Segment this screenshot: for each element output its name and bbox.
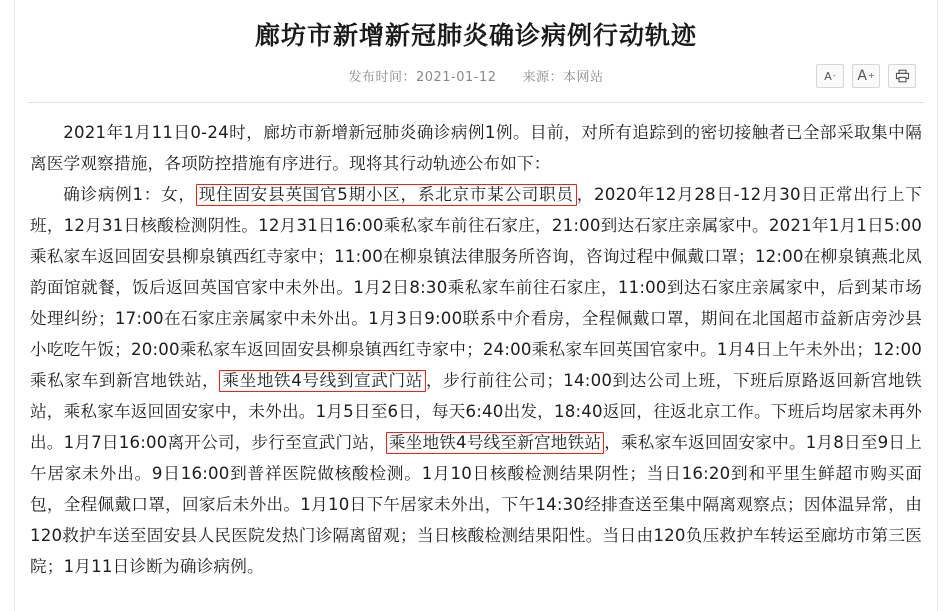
case-text-3: ，步行前往公司；14:00到达公司上班，下班后原路返回新宫地铁站，乘私家车返回固安家中，未外出。1月5日至6日，每天6:40出发，18:40返回，往返北京工作。下班后均居家未再外出。1月7日16:00离开公司，步行至宣武门站， <box>30 371 922 452</box>
decrease-font-button[interactable] <box>816 64 844 88</box>
paragraph-summary: 2021年1月11日0-24时，廊坊市新增新冠肺炎确诊病例1例。目前，对所有追踪到的密切接触者已全部采取集中隔离医学观察措施，各项防控措施有序进行。现将其行动轨迹公布如下： <box>30 123 922 173</box>
highlight-subway-line4-to-xingong: 乘坐地铁4号线至新宫地铁站 <box>386 432 604 454</box>
highlight-subway-line4-to-xuanwumen: 乘坐地铁4号线到宣武门站 <box>219 370 426 392</box>
case-intro-text: 确诊病例1：女， <box>63 185 196 204</box>
publish-time-value: 2021-01-12 <box>415 70 497 85</box>
paragraph-case-detail <box>30 179 922 582</box>
meta-info <box>0 58 952 98</box>
increase-font-button[interactable] <box>852 64 880 88</box>
print-icon[interactable] <box>888 64 916 88</box>
toolbar <box>816 64 916 88</box>
case-text-2: ，2020年12月28日-12月30日正常出行上下班，12月31日核酸检测阴性。12月31日16:00乘私家车前往石家庄，21:00到达石家庄亲属家中。2021年1月1日5:00乘私家车返回固安县柳泉镇西红寺家中；11:00在柳泉镇法律服务所咨询，咨询过程中佩戴口罩；12:00在柳泉镇燕北凤韵面馆就餐，饭后返回英国官家中未外出。1月2日8:30乘私家车前往石家庄，11:00到达石家庄亲属家中，后到某市场处理纠纷；17:00在石家庄亲属家中未外出。1月3日9:00联系中介看房，全程佩戴口罩，期间在北国超市益新店旁沙县小吃吃午饭；20:00乘私家车返回固安县柳泉镇西红寺家中；24:00乘私家车回英国官家中。1月4日上午未外出；12:00乘私家车到新宫地铁站， <box>30 185 922 390</box>
article-body <box>0 103 952 582</box>
increase-font-sup: + <box>867 71 875 80</box>
decrease-font-label: A <box>824 69 832 83</box>
source-value: 本网站 <box>563 70 604 85</box>
decrease-font-sup: - <box>832 71 836 80</box>
meta-row <box>0 58 952 98</box>
increase-font-label: A <box>857 68 867 84</box>
publish-time-label: 发布时间： <box>348 70 416 85</box>
page-title: 廊坊市新增新冠肺炎确诊病例行动轨迹 <box>254 21 697 50</box>
source-label: 来源： <box>522 70 564 85</box>
case-text-4: ，乘私家车返回固安家中。1月8日至9日上午居家未外出。9日16:00到普祥医院做核酸检测。1月10日核酸检测结果阴性；当日16:20到和平里生鲜超市购买面包，全程佩戴口罩，回家后未外出。1月10日下午居家未外出，下午14:30经排查送至集中隔离观察点；因体温异常，由120救护车送至固安县人民医院发热门诊隔离留观；当日核酸检测结果阳性。当日由120负压救护车转运至廊坊市第三医院；1月11日诊断为确诊病例。 <box>30 433 922 576</box>
highlight-residence: 现住固安县英国官5期小区，系北京市某公司职员 <box>196 184 577 206</box>
